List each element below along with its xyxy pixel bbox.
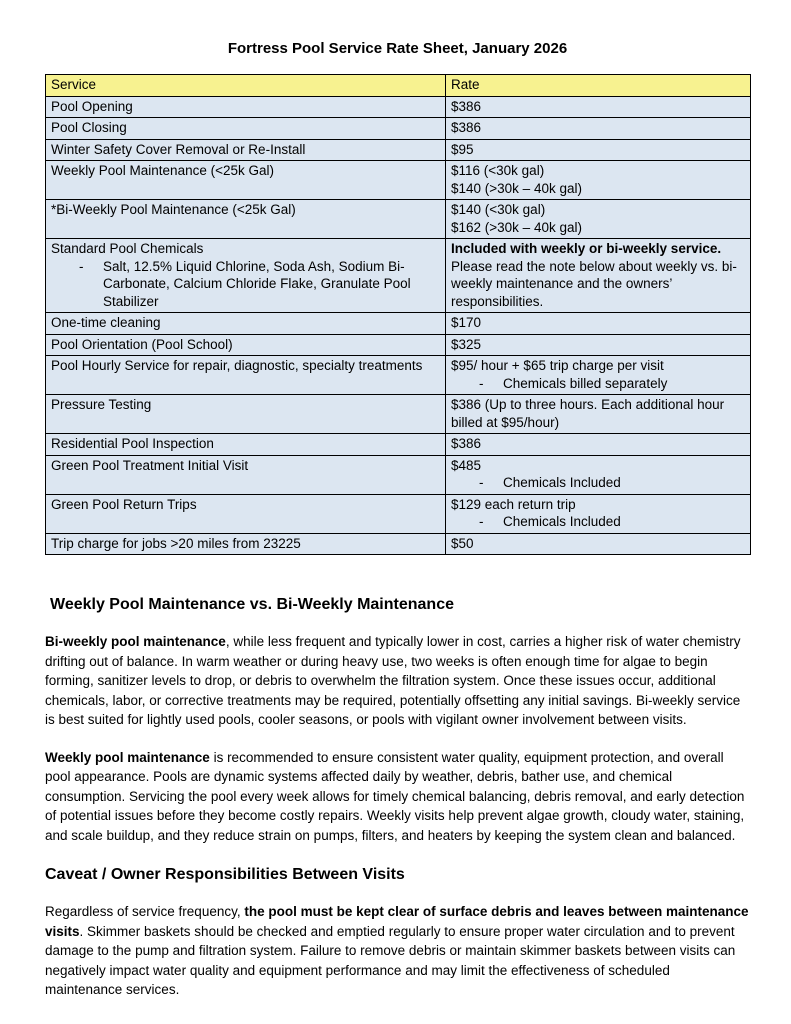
cell-line [51, 457, 440, 475]
cell-line [451, 180, 745, 198]
table-row [46, 139, 751, 161]
cell-text: Winter Safety Cover Removal or Re-Install [51, 141, 306, 157]
service-cell [46, 334, 446, 356]
rate-cell [446, 96, 751, 118]
biweekly-text: , while less frequent and typically lower in cost, carries a higher risk of water chemistry drifting out of balance. In warm weather or during heavy use, two weeks is often enough time for algae to begin forming, sanitizer levels to drop, or debris to overwhelm the filtration system. Once these issues occur, additional chemicals, labor, or corrective treatments may be required, potentially offsetting any initial savings. Bi-weekly service is best suited for lightly used pools, cooler seasons, or pools with vigilant owner involvement between visits. [45, 634, 741, 727]
rate-cell [446, 139, 751, 161]
table-header-row [46, 75, 751, 97]
service-cell [46, 118, 446, 140]
service-cell [46, 494, 446, 533]
cell-text: $485 [451, 457, 482, 473]
cell-line [451, 219, 745, 237]
cell-text: Green Pool Return Trips [51, 496, 197, 512]
rate-cell [446, 455, 751, 494]
cell-line [51, 98, 440, 116]
cell-line [451, 457, 745, 475]
cell-text: Standard Pool Chemicals [51, 241, 204, 256]
cell-line [451, 396, 745, 431]
cell-line [51, 396, 440, 414]
heading-caveat: Caveat / Owner Responsibilities Between Visits [45, 866, 405, 883]
rate-cell [446, 395, 751, 434]
cell-text: Pool Hourly Service for repair, diagnostic, specialty treatments [51, 358, 423, 373]
cell-text: Pressure Testing [51, 397, 152, 412]
cell-line [51, 141, 440, 159]
page-title: Fortress Pool Service Rate Sheet, January 2026 [227, 40, 568, 57]
rate-table-body [46, 96, 751, 555]
rate-cell [446, 161, 751, 200]
cell-text: *Bi-Weekly Pool Maintenance (<25k Gal) [51, 202, 296, 217]
bullet-item [451, 474, 745, 492]
service-cell [46, 313, 446, 335]
cell-text: One-time cleaning [51, 315, 161, 330]
cell-text: Trip charge for jobs >20 miles from 23225 [51, 535, 301, 551]
cell-line [51, 240, 440, 258]
table-row [46, 455, 751, 494]
biweekly-bold-lead: Bi-weekly pool maintenance [45, 634, 226, 649]
table-row [46, 533, 751, 555]
paragraph-caveat [45, 902, 750, 1000]
weekly-text: is recommended to ensure consistent water quality, equipment protection, and overall pool appearance. Pools are dynamic systems affected daily by weather, debris, bather use, and chemical consumption. Servicing the pool every week allows for timely chemical balancing, debris removal, and early detection of potential issues before they become costly repairs. Weekly visits help prevent algae growth, cloudy water, staining, and scale buildup, and they reduce strain on pumps, filters, and heaters by keeping the system clean and balanced. [45, 749, 745, 843]
cell-line [51, 535, 440, 553]
service-cell [46, 200, 446, 239]
service-cell [46, 96, 446, 118]
table-row [46, 494, 751, 533]
cell-line [451, 240, 745, 310]
cell-line [51, 162, 440, 180]
cell-line [451, 357, 745, 375]
cell-text: Pool Opening [51, 98, 133, 114]
table-row [46, 239, 751, 313]
cell-text: $325 [451, 336, 482, 352]
bullet-item [51, 258, 440, 311]
cell-line [451, 535, 745, 553]
service-cell [46, 455, 446, 494]
cell-line [51, 336, 440, 354]
cell-line [451, 201, 745, 219]
service-cell [46, 395, 446, 434]
cell-line [451, 141, 745, 159]
cell-line [51, 496, 440, 514]
rate-cell [446, 434, 751, 456]
cell-line [51, 435, 440, 453]
cell-line [51, 201, 440, 219]
cell-text: $140 (>30k – 40k gal) [451, 180, 582, 196]
cell-line [51, 119, 440, 137]
cell-text: $140 (<30k gal) [451, 202, 546, 217]
service-cell [46, 139, 446, 161]
paragraph-biweekly [45, 632, 750, 730]
rate-cell [446, 494, 751, 533]
weekly-bold-lead: Weekly pool maintenance [45, 749, 210, 765]
cell-text: $95 [451, 141, 474, 157]
rate-cell [446, 533, 751, 555]
caveat-bold: the pool must be kept clear of surface debris and leaves between maintenance visits [45, 904, 749, 939]
table-row [46, 313, 751, 335]
cell-text: $386 [451, 98, 482, 114]
table-row [46, 118, 751, 140]
bullet-item [451, 375, 745, 393]
rate-cell [446, 118, 751, 140]
cell-line [451, 336, 745, 354]
service-column-header: Service [46, 75, 446, 97]
cell-text: $95/ hour + $65 trip charge per visit [451, 358, 664, 373]
table-row [46, 200, 751, 239]
rate-cell [446, 200, 751, 239]
cell-text: Residential Pool Inspection [51, 436, 214, 451]
cell-text: Weekly Pool Maintenance (<25k Gal) [51, 163, 274, 178]
service-cell [46, 434, 446, 456]
rate-cell [446, 313, 751, 335]
table-row [46, 161, 751, 200]
cell-text: $170 [451, 315, 482, 330]
cell-line [451, 162, 745, 180]
table-row [46, 334, 751, 356]
cell-line [451, 496, 745, 514]
paragraph-weekly [45, 748, 750, 846]
cell-line [451, 119, 745, 137]
heading-weekly-vs-biweekly: Weekly Pool Maintenance vs. Bi-Weekly Maintenance [50, 596, 454, 613]
cell-text: $386 [451, 436, 482, 451]
cell-text: Salt, 12.5% Liquid Chlorine, Soda Ash, Sodium Bi-Carbonate, Calcium Chloride Flake, Granulate Pool Stabilizer [103, 258, 411, 309]
bullet-item [451, 513, 745, 531]
cell-text: $116 (<30k gal) [451, 163, 545, 178]
caveat-lead: Regardless of service frequency, [45, 904, 245, 919]
rate-cell [446, 356, 751, 395]
cell-line [451, 98, 745, 116]
cell-text: Green Pool Treatment Initial Visit [51, 457, 249, 473]
cell-text: Please read the note below about weekly vs. bi-weekly maintenance and the owners’ responsibilities. [451, 258, 737, 309]
table-row [46, 96, 751, 118]
cell-line [451, 435, 745, 453]
cell-text: $386 (Up to three hours. Each additional hour billed at $95/hour) [451, 397, 725, 430]
cell-text: $50 [451, 535, 474, 551]
cell-text: $386 [451, 120, 482, 135]
cell-line [51, 314, 440, 332]
service-cell [46, 356, 446, 395]
service-cell [46, 161, 446, 200]
cell-text: $162 (>30k – 40k gal) [451, 219, 582, 235]
cell-text: Chemicals Included [503, 514, 621, 529]
cell-text: Pool Orientation (Pool School) [51, 336, 233, 352]
caveat-text: . Skimmer baskets should be checked and emptied regularly to ensure proper water circulation and to prevent damage to the pump and filtration system. Failure to remove debris or maintain skimmer baskets between visits can negatively impact water quality and equipment performance and may limit the effectiveness of scheduled maintenance services. [45, 923, 736, 997]
cell-text-bold: Included with weekly or bi-weekly service. [451, 241, 722, 256]
table-row [46, 434, 751, 456]
rate-column-header: Rate [446, 75, 751, 97]
service-cell [46, 533, 446, 555]
cell-text: Chemicals Included [503, 475, 621, 490]
rate-table [45, 74, 751, 555]
cell-text: Chemicals billed separately [503, 375, 668, 391]
table-row [46, 356, 751, 395]
table-row [46, 395, 751, 434]
cell-line [451, 314, 745, 332]
rate-cell [446, 334, 751, 356]
cell-line [51, 357, 440, 375]
cell-text: $129 each return trip [451, 496, 576, 512]
rate-cell [446, 239, 751, 313]
cell-text: Pool Closing [51, 120, 127, 135]
service-cell [46, 239, 446, 313]
